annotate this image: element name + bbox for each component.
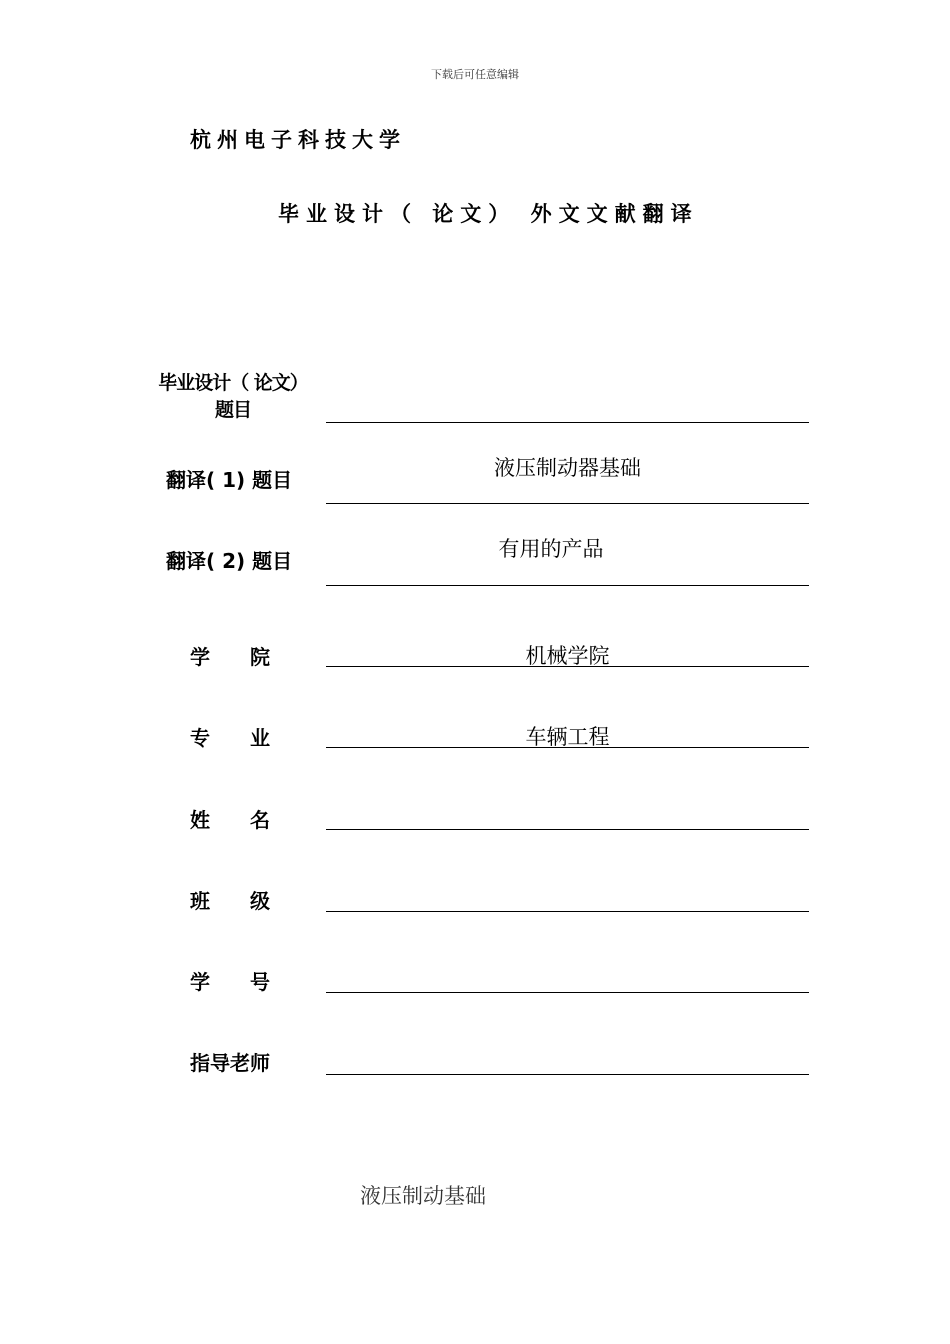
college-value: 机械学院 [525,644,610,668]
translation2-value: 有用的产品 [498,537,604,561]
university-name: 杭州电子科技大学 [190,128,406,152]
translation2-label: 翻译( 2) 题目 [166,549,293,573]
footer-text: 液压制动基础 [360,1184,486,1208]
advisor-label: 指导老师 [190,1051,270,1075]
translation1-value: 液压制动器基础 [494,456,641,480]
translation1-label: 翻译( 1) 题目 [166,468,293,492]
header-note: 下载后可任意编辑 [431,68,519,81]
class-label: 班 级 [190,889,270,913]
thesis-title-label-line1: 毕业设计（ 论文） [158,372,308,394]
college-label: 学 院 [190,645,270,669]
document-title: 毕业设计（ 论文） 外文文献翻译 [278,202,699,226]
thesis-title-line [326,422,809,423]
major-label: 专 业 [190,726,270,750]
translation1-line [326,503,809,504]
advisor-line [326,1074,809,1075]
thesis-title-label [158,370,308,424]
student-id-label: 学 号 [190,970,270,994]
major-value: 车辆工程 [525,725,610,749]
name-line [326,829,809,830]
college-line [326,666,809,667]
student-id-line [326,992,809,993]
name-label: 姓 名 [190,808,270,832]
thesis-title-label-line2: 题目 [214,399,251,421]
major-line [326,747,809,748]
translation2-line [326,585,809,586]
class-line [326,911,809,912]
